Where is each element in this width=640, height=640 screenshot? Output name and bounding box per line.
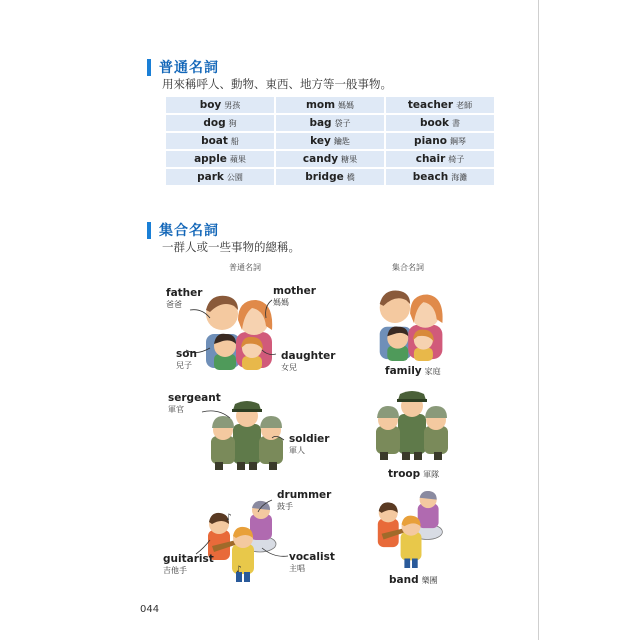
vocab-english: chair: [415, 153, 446, 165]
right-column-heading: 集合名詞: [392, 263, 424, 272]
vocab-cell: [386, 151, 494, 167]
vocab-cell: [276, 97, 384, 113]
vocab-cell: [276, 115, 384, 131]
vocab-english: teacher: [407, 99, 454, 111]
vocab-cell: [166, 151, 274, 167]
table-row: [166, 169, 494, 185]
vocab-cell: [166, 133, 274, 149]
vocab-cell: [386, 133, 494, 149]
family-group-illustration: [374, 285, 450, 361]
vocab-cell: [276, 169, 384, 185]
table-row: [166, 151, 494, 167]
vocab-chinese: 蘋果: [229, 155, 246, 164]
table-row: [166, 97, 494, 113]
vocab-english: mom: [305, 99, 336, 111]
vocab-chinese: 鋼琴: [449, 137, 466, 146]
vocab-english: park: [197, 171, 224, 183]
vocab-chinese: 椅子: [448, 155, 465, 164]
label-band: band 樂團: [389, 574, 438, 586]
vocab-chinese: 書: [451, 119, 460, 128]
vocab-cell: [386, 115, 494, 131]
label-drummer: drummer 鼓手: [277, 489, 332, 511]
label-vocalist: vocalist 主唱: [289, 551, 335, 573]
label-troop: troop 軍隊: [388, 468, 440, 480]
label-father: father 爸爸: [166, 287, 203, 309]
vocab-cell: [166, 115, 274, 131]
label-mother: mother 媽媽: [273, 285, 316, 307]
heading-bar: [147, 59, 151, 76]
label-family: family 家庭: [385, 365, 441, 377]
vocab-chinese: 袋子: [334, 119, 351, 128]
common-nouns-table: [164, 95, 496, 187]
page-edge: [538, 0, 539, 640]
table-row: [166, 133, 494, 149]
collective-nouns-heading: [147, 220, 219, 240]
page-number: 044: [140, 604, 160, 615]
vocab-english: boat: [201, 135, 228, 147]
common-nouns-description: 用來稱呼人、動物、東西、地方等一般事物。: [162, 77, 392, 91]
svg-text:♪: ♪: [236, 565, 242, 575]
label-guitarist: guitarist 吉他手: [163, 553, 214, 575]
troop-illustration: [372, 386, 452, 462]
band-illustration: [374, 490, 450, 570]
vocab-chinese: 狗: [228, 119, 237, 128]
vocab-cell: [386, 97, 494, 113]
vocab-english: book: [420, 117, 449, 129]
vocab-english: key: [310, 135, 331, 147]
vocab-chinese: 老師: [456, 101, 473, 110]
svg-text:♪: ♪: [226, 513, 232, 523]
label-daughter: daughter 女兒: [281, 350, 336, 372]
left-column-heading: 普通名詞: [229, 263, 261, 272]
common-nouns-title: 普通名詞: [159, 60, 219, 76]
vocab-english: bridge: [305, 171, 344, 183]
vocab-cell: [166, 169, 274, 185]
vocab-cell: [166, 97, 274, 113]
collective-nouns-description: 一群人或一些事物的總稱。: [162, 240, 300, 254]
vocab-english: bag: [309, 117, 332, 129]
vocab-cell: [386, 169, 494, 185]
vocab-chinese: 海灘: [451, 173, 468, 182]
label-son: son 兒子: [176, 348, 197, 370]
vocab-english: piano: [414, 135, 447, 147]
vocab-chinese: 媽媽: [338, 101, 355, 110]
vocab-cell: [276, 133, 384, 149]
vocab-english: beach: [412, 171, 449, 183]
vocab-chinese: 船: [230, 137, 239, 146]
collective-nouns-title: 集合名詞: [159, 223, 219, 239]
label-sergeant: sergeant 軍官: [168, 392, 221, 414]
vocab-chinese: 糖果: [341, 155, 358, 164]
vocab-english: boy: [199, 99, 222, 111]
vocab-chinese: 橋: [346, 173, 355, 182]
vocab-chinese: 公園: [226, 173, 243, 182]
label-soldier: soldier 軍人: [289, 433, 330, 455]
vocab-english: apple: [194, 153, 227, 165]
vocab-chinese: 男孩: [224, 101, 241, 110]
vocab-english: dog: [203, 117, 226, 129]
vocab-chinese: 鑰匙: [333, 137, 350, 146]
vocab-cell: [276, 151, 384, 167]
table-row: [166, 115, 494, 131]
common-nouns-heading: [147, 57, 219, 77]
vocab-english: candy: [302, 153, 339, 165]
heading-bar: [147, 222, 151, 239]
